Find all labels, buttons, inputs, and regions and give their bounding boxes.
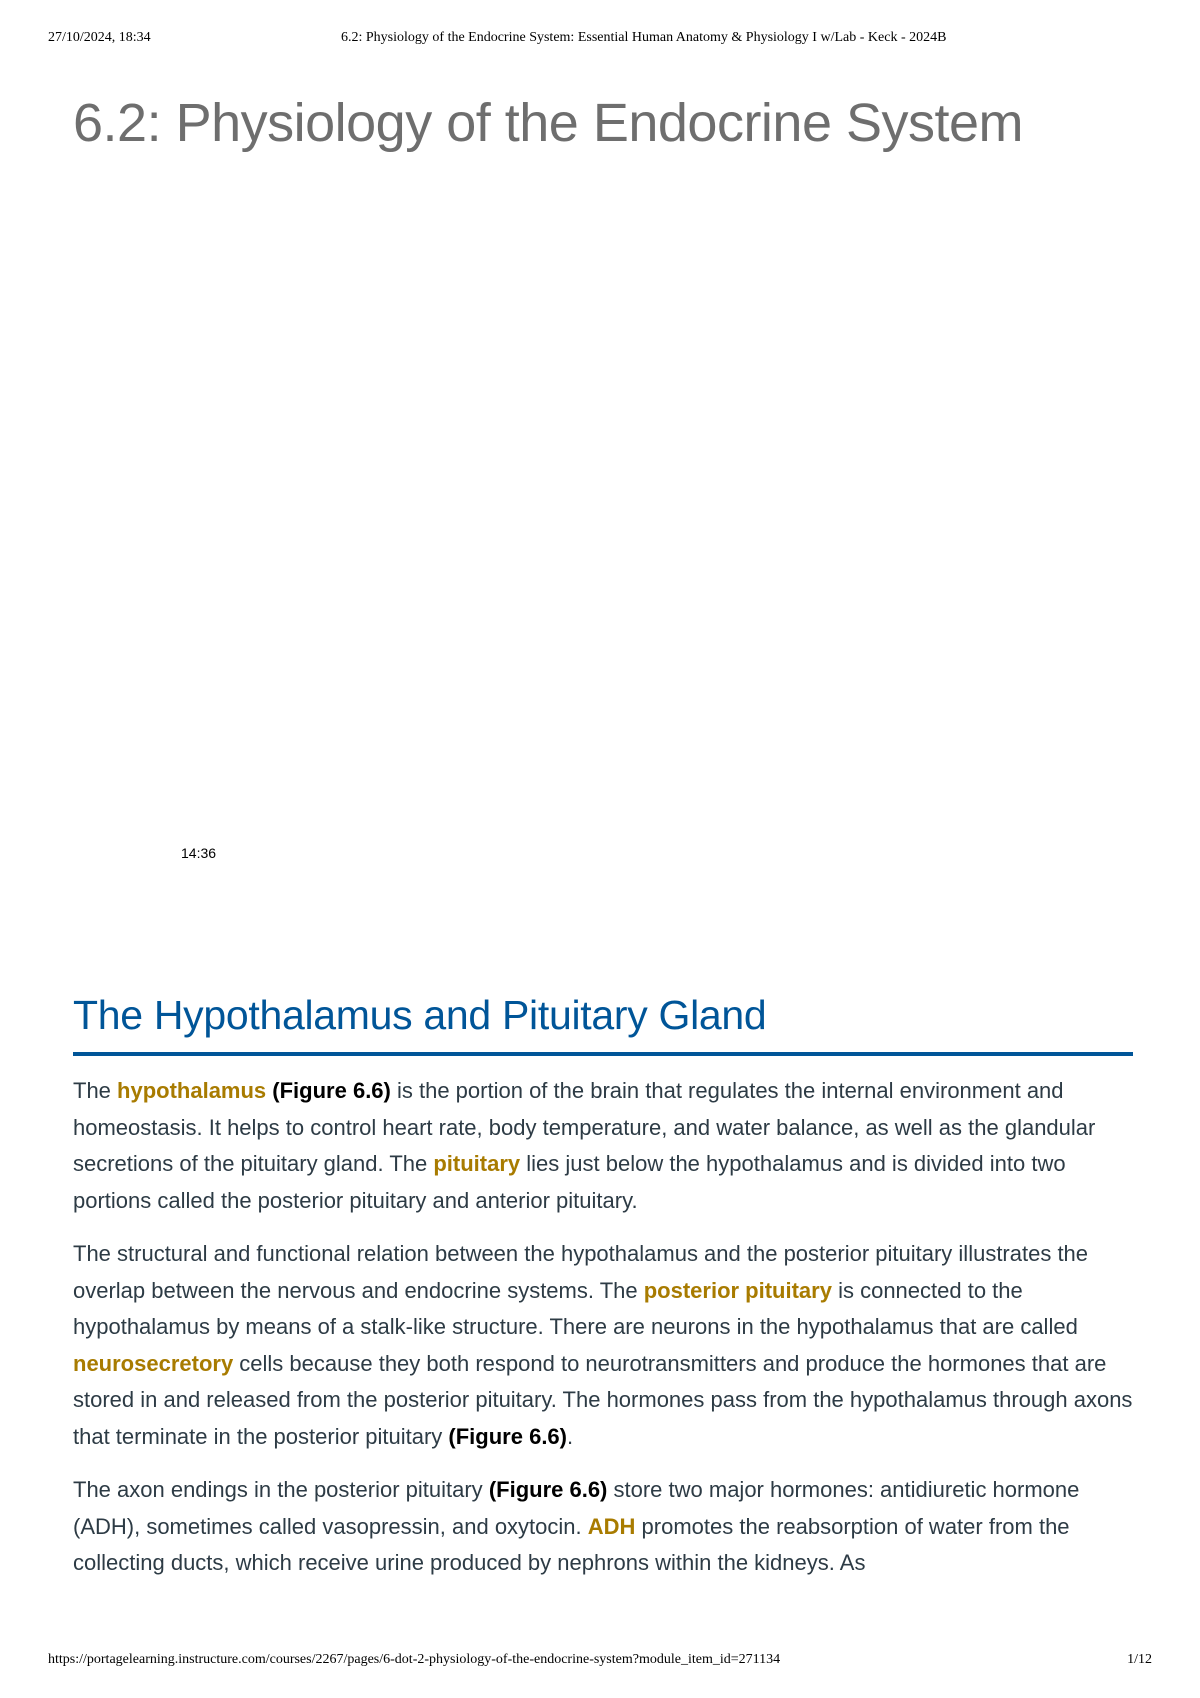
article-body	[73, 1073, 1135, 1599]
paragraph-text: The structural and functional relation between the hypothalamus and the posterior pituitary illustrates the overlap between the nervous and endocrine systems. The	[73, 1241, 1089, 1303]
term-posterior-pituitary[interactable]: posterior pituitary	[643, 1277, 832, 1303]
paragraph-axon-endings	[73, 1472, 1135, 1582]
print-url: https://portagelearning.instructure.com/courses/2267/pages/6-dot-2-physiology-of-the-endocrine-system?module_item_id=271134	[48, 1652, 781, 1667]
print-header	[48, 30, 1152, 54]
paragraph-text: .	[567, 1423, 574, 1449]
figure-reference: (Figure 6.6)	[448, 1423, 567, 1449]
paragraph-text: The axon endings in the posterior pituitary	[73, 1477, 489, 1502]
video-duration: 14:36	[181, 845, 217, 861]
term-hypothalamus[interactable]: hypothalamus	[117, 1078, 267, 1103]
paragraph-text: is the portion of the brain that regulates the internal environment and homeostasis. It helps to control heart rate, body temperature, and water balance, as well as the glandular secretions of the pituitary gland. The	[73, 1078, 1096, 1176]
paragraph-posterior-pituitary	[73, 1236, 1135, 1455]
print-page-number: 1/12	[1127, 1652, 1152, 1667]
term-neurosecretory[interactable]: neurosecretory	[73, 1350, 234, 1376]
paragraph-text: lies just below the hypothalamus and is divided into two portions called the posterior pituitary and anterior pituitary.	[73, 1151, 1066, 1213]
paragraph-text: is connected to the hypothalamus by means of a stalk-like structure. There are neurons in the hypothalamus that are called	[73, 1277, 1078, 1339]
term-adh[interactable]: ADH	[587, 1513, 636, 1539]
section-heading: The Hypothalamus and Pituitary Gland	[73, 992, 767, 1038]
paragraph-hypothalamus-intro	[73, 1073, 1135, 1219]
figure-reference: (Figure 6.6)	[272, 1078, 391, 1103]
video-player[interactable]	[73, 170, 1133, 930]
print-document-title: 6.2: Physiology of the Endocrine System: Essential Human Anatomy & Physiology I w/Lab - Keck - 2024B	[341, 30, 947, 45]
term-pituitary[interactable]: pituitary	[433, 1151, 521, 1176]
page-title: 6.2: Physiology of the Endocrine System	[73, 93, 1024, 153]
paragraph-text: store two major hormones: antidiuretic hormone (ADH), sometimes called vasopressin, and oxytocin.	[73, 1477, 1080, 1539]
print-datetime: 27/10/2024, 18:34	[48, 30, 151, 45]
print-footer	[48, 1652, 1152, 1676]
paragraph-text: cells because they both respond to neurotransmitters and produce the hormones that are stored in and released from the posterior pituitary. The hormones pass from the hypothalamus through axons that terminate in the posterior pituitary	[73, 1350, 1133, 1449]
paragraph-text: promotes the reabsorption of water from the collecting ducts, which receive urine produced by nephrons within the kidneys. As	[73, 1513, 1070, 1575]
paragraph-text: The	[73, 1078, 118, 1103]
section-divider	[73, 1052, 1133, 1056]
figure-reference: (Figure 6.6)	[488, 1477, 608, 1502]
